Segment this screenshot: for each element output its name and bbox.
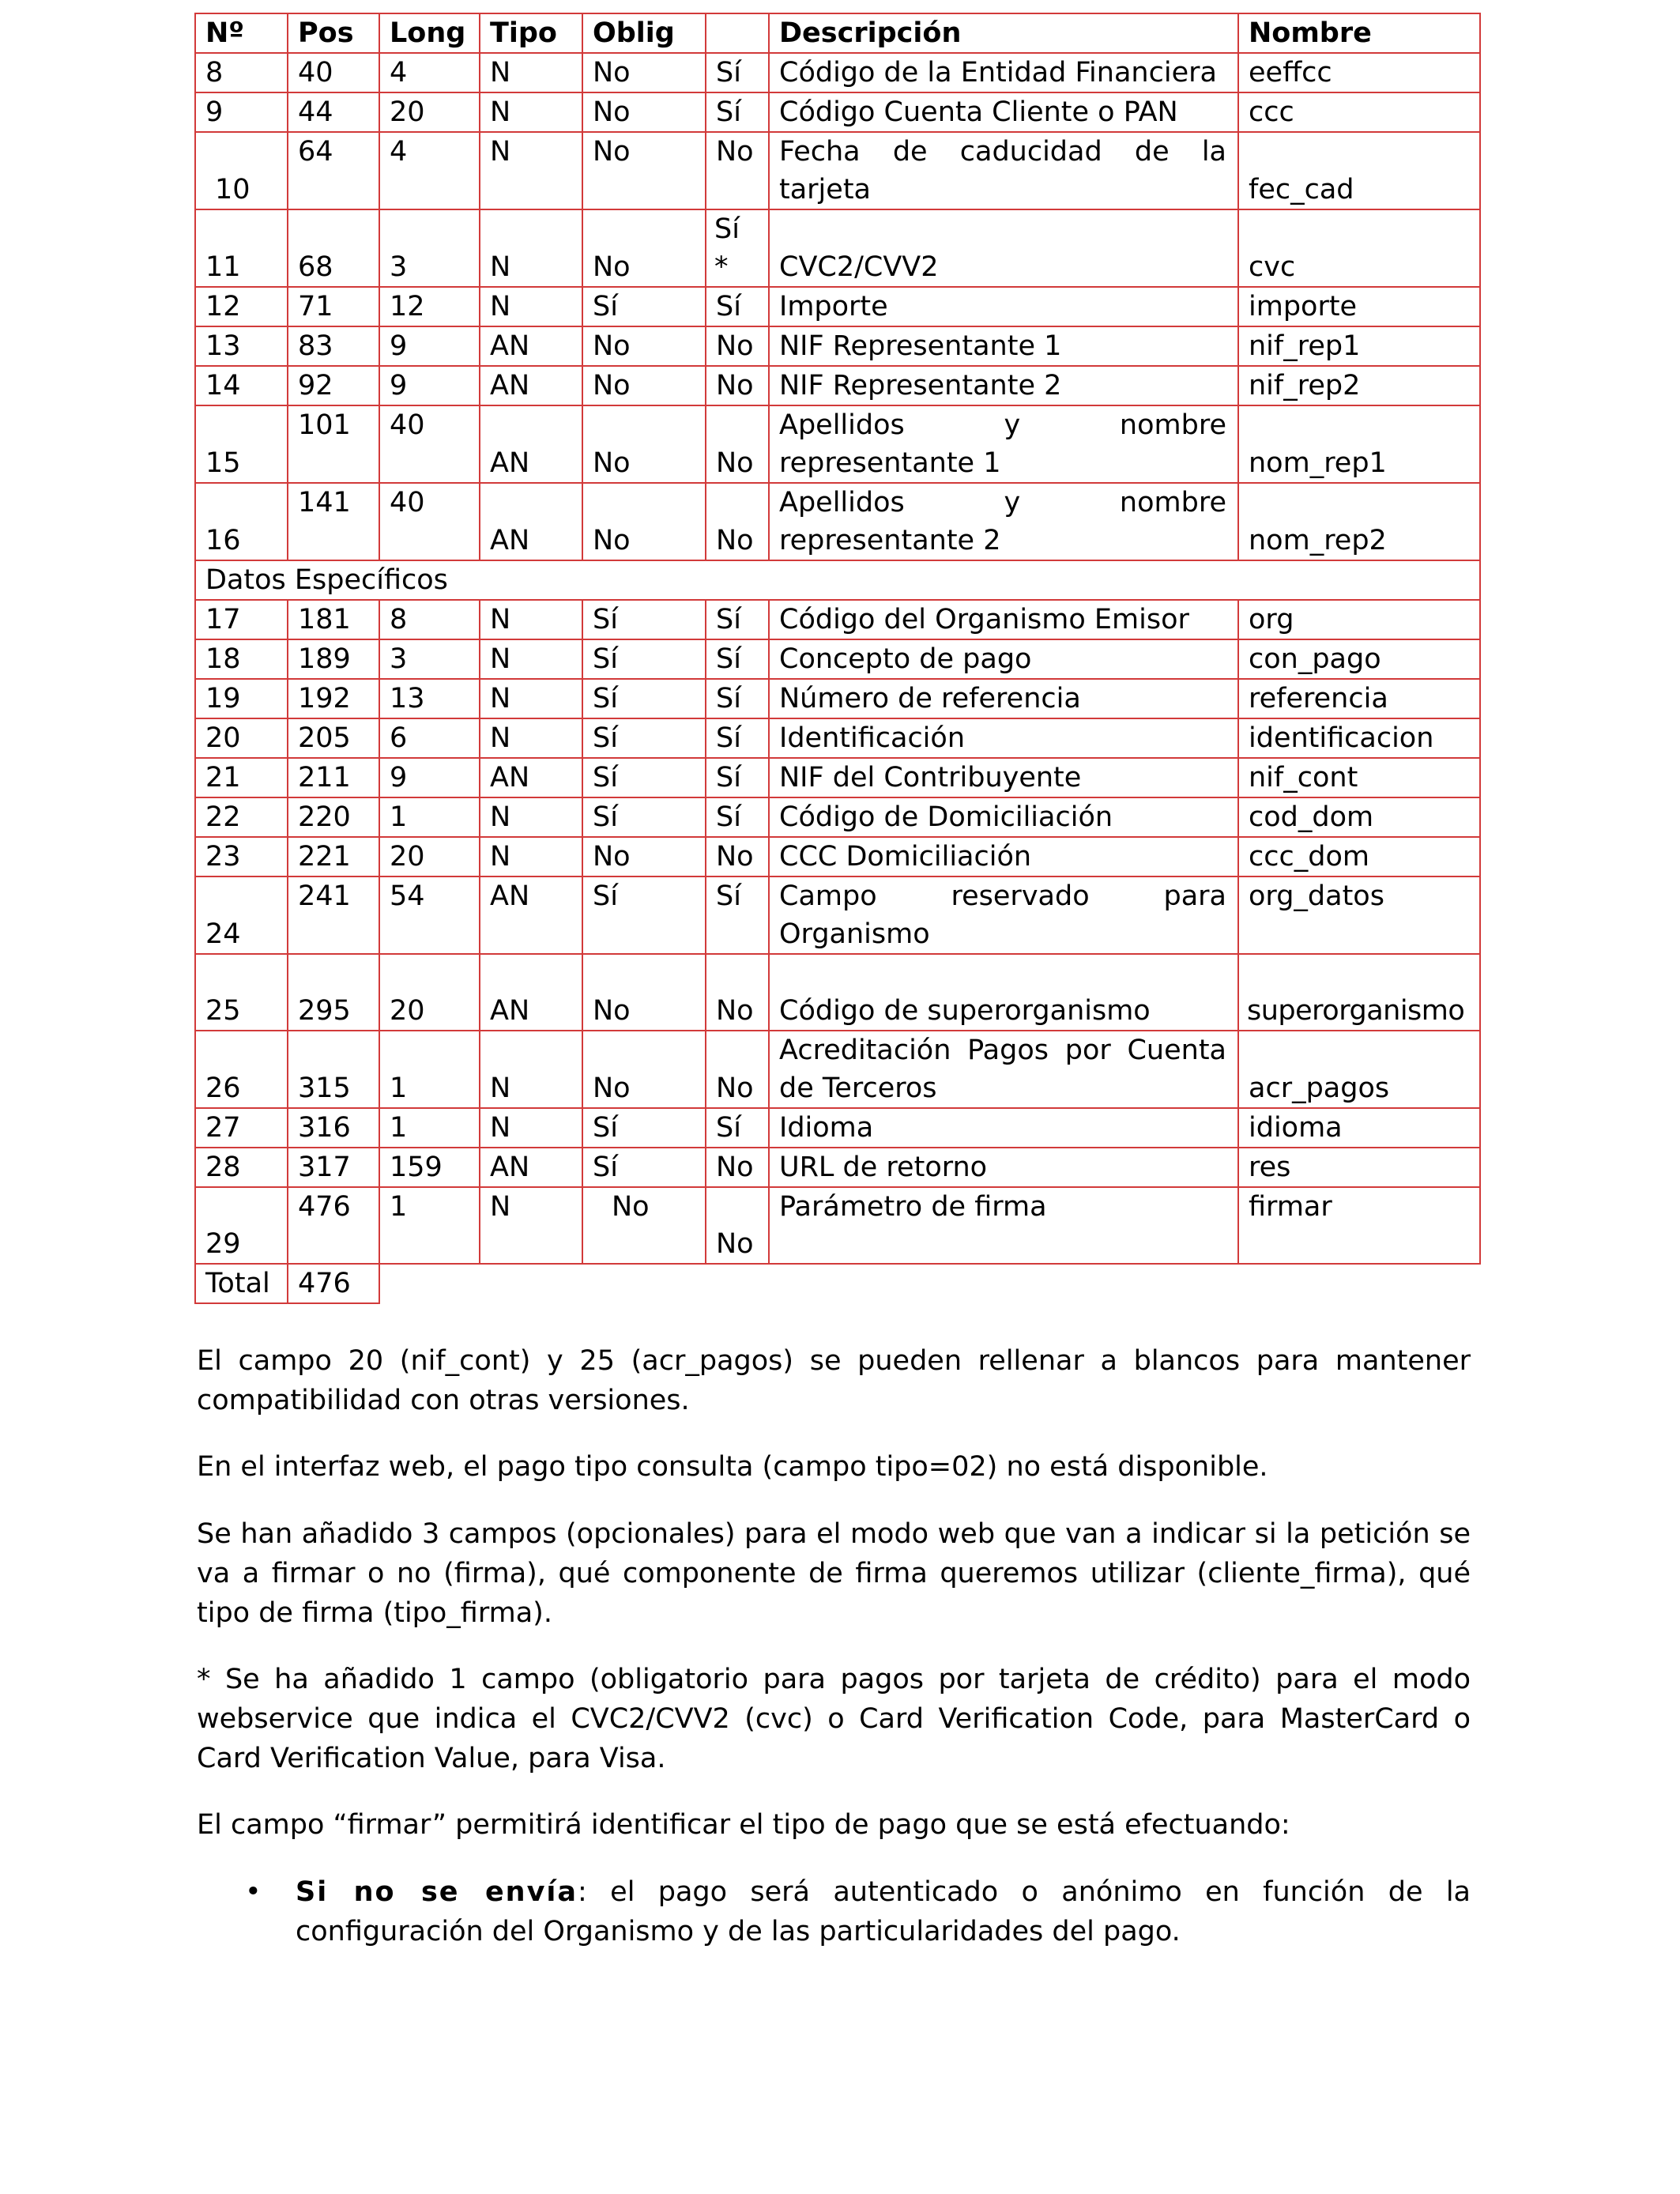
cell-oblig: Sí [582, 797, 706, 837]
cell-long: 3 [379, 209, 480, 287]
cell-n: 8 [195, 53, 288, 92]
table-row [195, 287, 1480, 326]
section-label: Datos Específicos [195, 560, 1480, 600]
cell-desc: Idioma [769, 1108, 1238, 1148]
table-row [195, 209, 1480, 287]
table-row [195, 837, 1480, 876]
cell-nombre: referencia [1238, 679, 1480, 718]
cell-n: 21 [195, 758, 288, 797]
table-row [195, 405, 1480, 483]
cell-nombre: identificacion [1238, 718, 1480, 758]
cell-nombre: fec_cad [1238, 132, 1480, 209]
cell-long: 12 [379, 287, 480, 326]
table-row [195, 366, 1480, 405]
bullet-body: : el pago será autenticado o anónimo en función de la configuración del Organismo y de las particularidades del pago. [296, 1876, 1471, 1947]
table-row [195, 1031, 1480, 1108]
total-label: Total [195, 1264, 288, 1303]
cell-pos: 295 [288, 954, 379, 1031]
table-header-row [195, 13, 1480, 53]
cell-tipo: AN [480, 954, 582, 1031]
col-header-pos: Pos [288, 13, 379, 53]
cell-n: 12 [195, 287, 288, 326]
cell-long: 9 [379, 326, 480, 366]
col-header-tipo: Tipo [480, 13, 582, 53]
cell-nombre: ccc [1238, 92, 1480, 132]
cell-desc: NIF del Contribuyente [769, 758, 1238, 797]
cell-pos: 141 [288, 483, 379, 560]
cell-long: 1 [379, 1108, 480, 1148]
table-row [195, 639, 1480, 679]
cell-long: 8 [379, 600, 480, 639]
cell-pos: 64 [288, 132, 379, 209]
cell-tipo: N [480, 639, 582, 679]
cell-long: 40 [379, 483, 480, 560]
table-row [195, 1108, 1480, 1148]
cell-pos: 83 [288, 326, 379, 366]
paragraph-text: Se han añadido 3 campos (opcionales) para el modo web que van a indicar si la petición se va a firmar o no (firma), qué componente de firma queremos utilizar (cliente_firma), qué tipo de firma (tipo_firma). [197, 1518, 1471, 1629]
cell-nombre: nom_rep2 [1238, 483, 1480, 560]
table-row [195, 92, 1480, 132]
cell-desc: Identificación [769, 718, 1238, 758]
cell-n: 11 [195, 209, 288, 287]
paragraph-cvc [197, 1660, 1471, 1778]
col-header-descripcion: Descripción [769, 13, 1238, 53]
table-row [195, 483, 1480, 560]
cell-desc: Código de la Entidad Financiera [769, 53, 1238, 92]
cell-nombre: nif_rep1 [1238, 326, 1480, 366]
cell-long: 13 [379, 679, 480, 718]
col-header-n: Nº [195, 13, 288, 53]
col-header-nombre: Nombre [1238, 13, 1480, 53]
cell-oblig: Sí [582, 876, 706, 954]
cell-tipo: N [480, 600, 582, 639]
cell-pos: 189 [288, 639, 379, 679]
cell-n: 10 [195, 132, 288, 209]
bullet-icon: • [245, 1876, 262, 1908]
cell-pos: 205 [288, 718, 379, 758]
cell-long: 40 [379, 405, 480, 483]
total-row-blank [379, 1264, 1480, 1303]
cell-nombre: idioma [1238, 1108, 1480, 1148]
cell-desc: CCC Domiciliación [769, 837, 1238, 876]
table-row [195, 954, 1480, 1031]
paragraph-compatibilidad [197, 1341, 1471, 1420]
cell-long: 9 [379, 758, 480, 797]
cell-nombre: eeffcc [1238, 53, 1480, 92]
cell-oblig: No [582, 366, 706, 405]
cell-extra: Sí [706, 718, 769, 758]
cell-pos: 211 [288, 758, 379, 797]
cell-long: 1 [379, 1031, 480, 1108]
cell-desc: Concepto de pago [769, 639, 1238, 679]
cell-long: 9 [379, 366, 480, 405]
cell-oblig: No [582, 209, 706, 287]
cell-tipo: N [480, 718, 582, 758]
cell-extra: No [706, 326, 769, 366]
cell-oblig: Sí [582, 1108, 706, 1148]
table-row [195, 326, 1480, 366]
cell-pos: 40 [288, 53, 379, 92]
cell-tipo: N [480, 53, 582, 92]
cell-tipo: N [480, 209, 582, 287]
cell-tipo: N [480, 797, 582, 837]
cell-oblig: Sí [582, 1148, 706, 1187]
cell-oblig: No [582, 53, 706, 92]
cell-extra: No [706, 1187, 769, 1264]
col-header-blank [706, 13, 769, 53]
cell-oblig: No [582, 837, 706, 876]
cell-n: 17 [195, 600, 288, 639]
cell-tipo: N [480, 837, 582, 876]
cell-long: 159 [379, 1148, 480, 1187]
cell-tipo: N [480, 92, 582, 132]
cell-nombre: importe [1238, 287, 1480, 326]
cell-desc: Número de referencia [769, 679, 1238, 718]
table-row [195, 1187, 1480, 1264]
cell-oblig: Sí [582, 758, 706, 797]
cell-nombre: nif_rep2 [1238, 366, 1480, 405]
cell-long: 4 [379, 132, 480, 209]
cell-pos: 192 [288, 679, 379, 718]
cell-desc: Importe [769, 287, 1238, 326]
cell-nombre: cod_dom [1238, 797, 1480, 837]
cell-nombre: ccc_dom [1238, 837, 1480, 876]
cell-tipo: AN [480, 405, 582, 483]
table-row [195, 718, 1480, 758]
cell-oblig: No [582, 483, 706, 560]
cell-tipo: AN [480, 326, 582, 366]
cell-pos: 241 [288, 876, 379, 954]
cell-oblig: No [582, 1187, 706, 1264]
cell-desc: Código de superorganismo [769, 954, 1238, 1031]
cell-long: 4 [379, 53, 480, 92]
paragraph-interfaz-web [197, 1447, 1471, 1487]
cell-n: 28 [195, 1148, 288, 1187]
cell-long: 3 [379, 639, 480, 679]
cell-long: 6 [379, 718, 480, 758]
cell-n: 9 [195, 92, 288, 132]
cell-n: 23 [195, 837, 288, 876]
cell-extra: No [706, 1148, 769, 1187]
cell-pos: 315 [288, 1031, 379, 1108]
cell-oblig: Sí [582, 639, 706, 679]
cell-desc: Fecha de caducidad de la tarjeta [769, 132, 1238, 209]
paragraph-text: En el interfaz web, el pago tipo consulta (campo tipo=02) no está disponible. [197, 1451, 1268, 1483]
cell-pos: 44 [288, 92, 379, 132]
cell-desc: Código del Organismo Emisor [769, 600, 1238, 639]
cell-desc: Acreditación Pagos por Cuenta de Terceros [769, 1031, 1238, 1108]
table-row [195, 600, 1480, 639]
cell-n: 16 [195, 483, 288, 560]
fields-table [194, 13, 1481, 1304]
cell-desc: CVC2/CVV2 [769, 209, 1238, 287]
cell-extra: No [706, 483, 769, 560]
cell-n: 19 [195, 679, 288, 718]
cell-extra: Sí [706, 639, 769, 679]
cell-pos: 316 [288, 1108, 379, 1148]
total-row [195, 1264, 1480, 1303]
cell-extra: No [706, 405, 769, 483]
cell-nombre: res [1238, 1148, 1480, 1187]
paragraph-text: El campo “firmar” permitirá identificar el tipo de pago que se está efectuando: [197, 1809, 1290, 1841]
cell-nombre: cvc [1238, 209, 1480, 287]
cell-extra: Sí [706, 679, 769, 718]
bullet-text [296, 1872, 1471, 1951]
cell-tipo: N [480, 1108, 582, 1148]
bullet-bold-label: Si no se envía [296, 1876, 578, 1908]
cell-desc: URL de retorno [769, 1148, 1238, 1187]
cell-n: 14 [195, 366, 288, 405]
cell-n: 27 [195, 1108, 288, 1148]
cell-desc: NIF Representante 2 [769, 366, 1238, 405]
cell-nombre: nif_cont [1238, 758, 1480, 797]
cell-pos: 476 [288, 1187, 379, 1264]
cell-n: 29 [195, 1187, 288, 1264]
cell-long: 20 [379, 954, 480, 1031]
cell-long: 20 [379, 837, 480, 876]
cell-nombre: superorganismo [1238, 954, 1480, 1031]
cell-desc: Campo reservado para Organismo [769, 876, 1238, 954]
paragraph-campo-firmar [197, 1805, 1471, 1845]
cell-desc: Parámetro de firma [769, 1187, 1238, 1264]
cell-extra: No [706, 954, 769, 1031]
col-header-oblig: Oblig [582, 13, 706, 53]
cell-extra: No [706, 132, 769, 209]
table-row [195, 679, 1480, 718]
paragraph-text: El campo 20 (nif_cont) y 25 (acr_pagos) se pueden rellenar a blancos para mantener compatibilidad con otras versiones. [197, 1345, 1471, 1416]
cell-extra: Sí [706, 1108, 769, 1148]
cell-n: 24 [195, 876, 288, 954]
cell-desc: Código Cuenta Cliente o PAN [769, 92, 1238, 132]
cell-extra: No [706, 1031, 769, 1108]
cell-oblig: No [582, 954, 706, 1031]
cell-n: 15 [195, 405, 288, 483]
table-row [195, 876, 1480, 954]
table-row [195, 53, 1480, 92]
cell-tipo: AN [480, 758, 582, 797]
cell-n: 25 [195, 954, 288, 1031]
cell-long: 20 [379, 92, 480, 132]
paragraph-campos-opcionales [197, 1514, 1471, 1633]
cell-pos: 71 [288, 287, 379, 326]
cell-tipo: AN [480, 483, 582, 560]
cell-tipo: N [480, 1031, 582, 1108]
cell-n: 13 [195, 326, 288, 366]
cell-pos: 181 [288, 600, 379, 639]
cell-long: 1 [379, 797, 480, 837]
cell-tipo: N [480, 679, 582, 718]
cell-extra: Sí [706, 600, 769, 639]
cell-extra: Sí [706, 287, 769, 326]
cell-oblig: No [582, 326, 706, 366]
cell-oblig: Sí [582, 718, 706, 758]
section-row [195, 560, 1480, 600]
cell-nombre: firmar [1238, 1187, 1480, 1264]
cell-extra: Sí [706, 758, 769, 797]
table-row [195, 758, 1480, 797]
col-header-long: Long [379, 13, 480, 53]
cell-desc: Apellidos y nombre representante 2 [769, 483, 1238, 560]
cell-tipo: N [480, 1187, 582, 1264]
cell-desc: Código de Domiciliación [769, 797, 1238, 837]
cell-pos: 221 [288, 837, 379, 876]
cell-extra: No [706, 837, 769, 876]
cell-nombre: con_pago [1238, 639, 1480, 679]
cell-long: 1 [379, 1187, 480, 1264]
cell-n: 22 [195, 797, 288, 837]
cell-long: 54 [379, 876, 480, 954]
table-row [195, 797, 1480, 837]
cell-n: 18 [195, 639, 288, 679]
cell-extra: Sí [706, 797, 769, 837]
cell-extra: Sí [706, 92, 769, 132]
cell-pos: 101 [288, 405, 379, 483]
cell-desc: NIF Representante 1 [769, 326, 1238, 366]
cell-n: 26 [195, 1031, 288, 1108]
cell-extra: Sí [706, 53, 769, 92]
cell-pos: 220 [288, 797, 379, 837]
cell-n: 20 [195, 718, 288, 758]
cell-oblig: No [582, 405, 706, 483]
cell-pos: 317 [288, 1148, 379, 1187]
cell-tipo: N [480, 132, 582, 209]
cell-oblig: Sí [582, 287, 706, 326]
table-row [195, 132, 1480, 209]
cell-oblig: No [582, 132, 706, 209]
cell-nombre: org_datos [1238, 876, 1480, 954]
table-row [195, 1148, 1480, 1187]
cell-tipo: AN [480, 876, 582, 954]
cell-tipo: N [480, 287, 582, 326]
cell-nombre: acr_pagos [1238, 1031, 1480, 1108]
cell-oblig: Sí [582, 679, 706, 718]
cell-nombre: nom_rep1 [1238, 405, 1480, 483]
cell-desc: Apellidos y nombre representante 1 [769, 405, 1238, 483]
total-value: 476 [288, 1264, 379, 1303]
cell-tipo: AN [480, 366, 582, 405]
cell-pos: 68 [288, 209, 379, 287]
paragraph-text: * Se ha añadido 1 campo (obligatorio para pagos por tarjeta de crédito) para el modo webservice que indica el CVC2/CVV2 (cvc) o Card Verification Code, para MasterCard o Card Verification Value, para Visa. [197, 1664, 1471, 1774]
cell-oblig: No [582, 1031, 706, 1108]
cell-nombre: org [1238, 600, 1480, 639]
cell-pos: 92 [288, 366, 379, 405]
cell-extra: Sí [706, 876, 769, 954]
cell-oblig: Sí [582, 600, 706, 639]
cell-extra: No [706, 366, 769, 405]
cell-extra: Sí * [706, 209, 769, 287]
cell-tipo: AN [480, 1148, 582, 1187]
cell-oblig: No [582, 92, 706, 132]
